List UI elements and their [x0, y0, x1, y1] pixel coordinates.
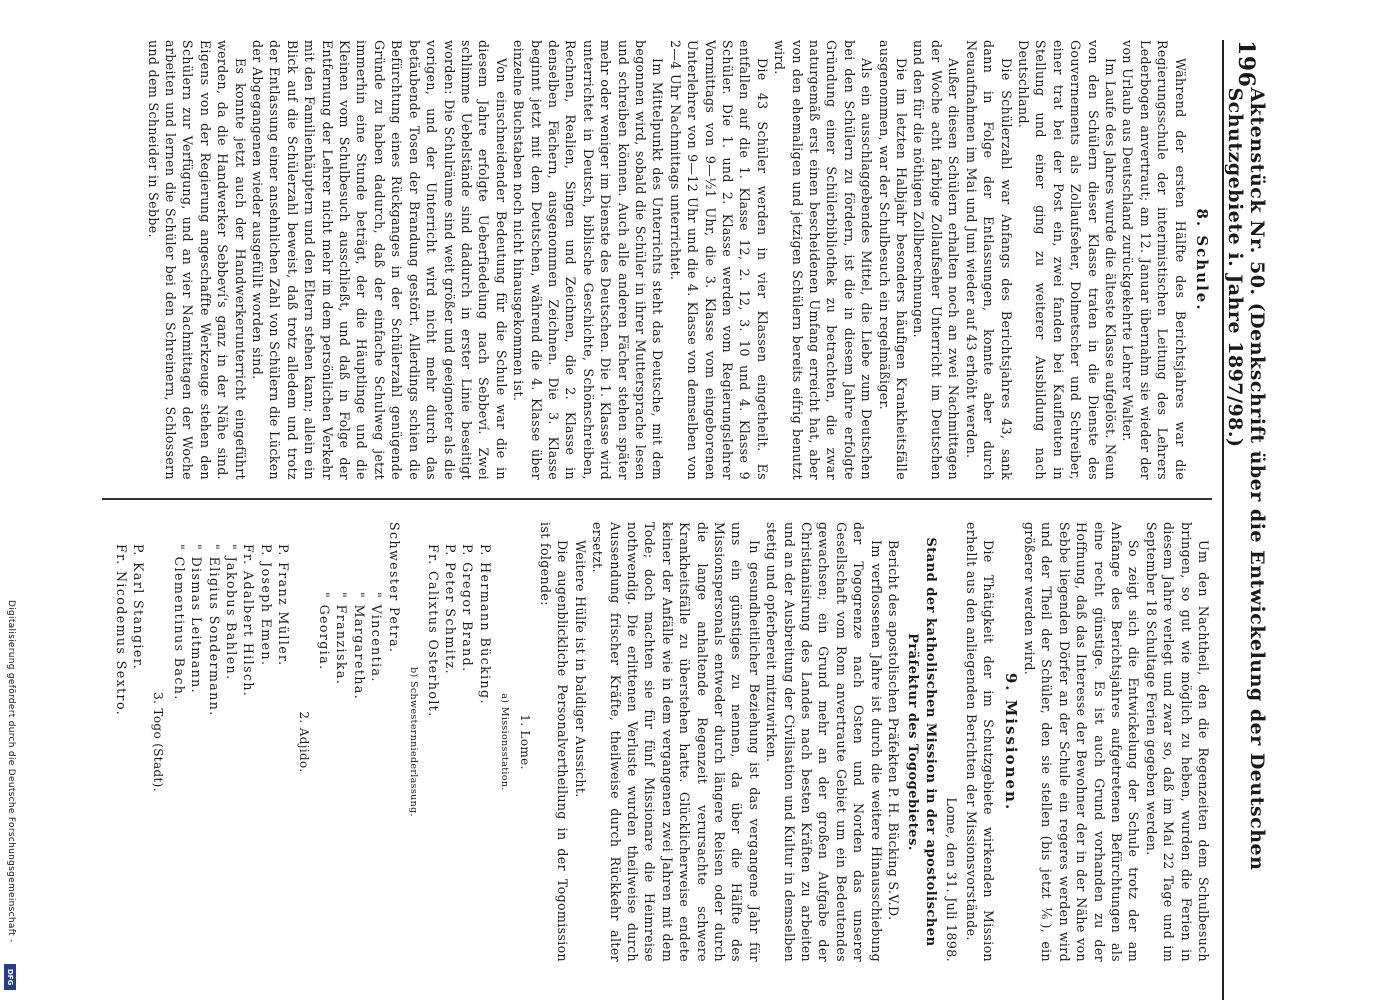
list-item: P. Franz Müller.	[276, 544, 292, 667]
list-item: P. Karl Stangier.	[131, 544, 147, 671]
paragraph: Von einschneidender Bedeutung für die Schule war die in diesem Jahre erfolgte Ueberfiedelung nach Sebbeví. Zwei schlimme Uebelstände sind dadurch in erster Linie beseitigt worden: Die Schulräume sind weit größer und geeigneter als die vorigen, und der Unterricht wird nicht mehr durch das betäubende Tosen der Brandung gestört. Allerdings schien die Befürchtung eines Rückganges in der Schülerzahl genügende Gründe zu haben dadurch, daß der einfache Schulweg jetzt immerhin eine Stunde beträgt, der die Häuptlinge und die Kleinen vom Schulbesuch ausschließt, und daß in Folge der Entfernung der Lehrer nicht mehr im dem persönlichen Verkehr mit den Familienhäuptern und den Eltern stehen kann; allein ein Blick auf die Schülerzahl beweist, daß trotz alledem und trotz der Entlassung einer ansehnlichen Zahl von Schülern die Lücken der Abgegangenen wieder ausgefüllt worden sind.	[250, 40, 509, 480]
section-heading-missions: 9. Missionen.	[1001, 672, 1020, 812]
list-item: " Eligius Sondermann.	[206, 544, 222, 717]
list-item: " Georgia.	[317, 592, 333, 671]
paragraph: Im Mittelpunkt des Unterrichts steht das Deutsche, mit dem begonnen wird, sobald die Schüler in ihrer Muttersprache lesen und schreiben können. Auch alle anderen Fächer stehen später mehr oder weniger im Dienste des Deutschen. Die 1. Klasse wird unterrichtet in Deutsch, biblische Geschichte, Schönschreiben, Rechnen, Realien, Singen und Zeichnen, die 2. Klasse in denselben Fächern, ausgenommen Zeichnen. Die 3. Klasse beginnt jetzt mit dem Deutschen, während die 4. Klasse über einzelne Buchstaben noch nicht hinausgekommen ist.	[511, 40, 666, 480]
section-heading-school: 8. Schule.	[1193, 208, 1211, 312]
page-number: 196	[1233, 40, 1259, 88]
dfg-logo: DFG	[4, 964, 16, 990]
page-header	[1222, 40, 1268, 1000]
list-item: Fr. Adalbert Hilsch.	[241, 544, 257, 698]
list-item: Fr. Nicodemus Sextro.	[113, 544, 129, 717]
rotated-page	[38, 40, 1268, 1000]
left-column	[52, 40, 1212, 480]
section-adjido: 2. Adjido.	[296, 711, 311, 773]
column-divider	[102, 498, 1212, 500]
list-item: " Clementinus Bach.	[171, 544, 187, 701]
right-paragraphs-top	[1021, 522, 1212, 962]
paragraph: In gesundheitlicher Beziehung ist das vergangene Jahr für uns ein günstiges zu nennen, da über die Hälfte des Missionspersonals entweder durch längere Reisen oder durch die lange anhaltende Regenzeit verursachte schwere Krankheitsfälle zu überstehen hatte. Glücklicherweise endete keiner der Anfälle wie in dem vergangenen zwei Jahren mit dem Tode; doch machten sie für fünf Missionare die Heimreise nothwendig. Die erlittenen Verluste wurden theilweise durch Aussendung frischer Kräfte, theilweise durch Rückkehr alter ersetzt.	[590, 522, 762, 962]
personnel-list-lome	[424, 522, 494, 962]
missions-intro: Die Thätigkeit der im Schutzgebiete wirkenden Mission erhellt aus den anliegenden Berichten der Missionsvorstände.	[963, 522, 997, 962]
list-item: " Franziska.	[334, 592, 350, 686]
list-item: " Jakobus Bahlen.	[224, 544, 240, 681]
list-item: Fr. Calixtus Osterholt.	[425, 544, 441, 718]
running-title: Aktenstück Nr. 50. (Denkschrift über die Entwickelung der Deutschen Schutzgebiete i. Jahre 1897/98.)	[1224, 87, 1268, 871]
paragraph: So zeigt sich die Entwickelung der Schule trotz der am Anfange des Berichtsjahres aufgetretenen Befürchtungen als eine recht günstige. Es ist auch Grund vorhanden zu der Hoffnung, daß das Interesse der Bewohner der in der Nähe von Sebbe liegenden Dörfer an der Schule ein regeres werden wird und der Theil der Schüler, den sie stellen (bis jetzt ⅙), ein größerer werden wird.	[1021, 522, 1142, 962]
paragraph: Während der ersten Hälfte des Berichtsjahres war die Regierungsschule der interimistischen Leitung des Lehrers Lederbogen anvertraut; am 12. Januar übernahm sie wieder der von Urlaub aus Deutschland zurückgekehrte Lehrer Walter.	[1120, 40, 1188, 480]
digitization-credit: Digitalisierung gefördert durch die Deutsche Forschungsgemeinschaft -	[6, 600, 16, 943]
paragraph: Um den Nachtheil, den die Regenzeiten dem Schulbesuch bringen, so gut wie möglich zu heben, wurden die Ferien in diesem Jahre verlegt und zwar so, daß im Mai 22 Tage und im September 18 Schultage Ferien gegeben werden.	[1143, 522, 1211, 962]
right-paragraphs-mid	[537, 522, 903, 962]
paragraph: Bericht des apostolischen Präfekten P. H. Bücking S.V.D.	[886, 540, 902, 921]
list-item: " Vincentia.	[369, 592, 385, 683]
list-item: Schwester Petra.	[386, 522, 402, 654]
paragraph: Die im letzten Halbjahr besonders häufigen Krankheitsfälle ausgenommen, war der Schulbesuch ein regelmäßiger.	[876, 40, 910, 480]
personnel-list-adjido	[170, 522, 292, 962]
section-lome-sisters: b) Schwesternniederlassung.	[408, 667, 420, 817]
left-paragraphs	[144, 40, 1188, 480]
list-item: P. Joseph Emen.	[258, 544, 274, 667]
report-date: Lome, den 31. Juli 1898.	[944, 797, 960, 962]
paragraph: Die augenblickliche Personalvertheilung in der Togomission ist folgende:	[537, 522, 571, 962]
list-item: P. Hermann Bücking.	[477, 544, 493, 705]
paragraph: Im Laufe des Jahres wurde die älteste Klasse aufgelöst. Neun von den Schülern dieser Klasse traten in die Dienste des Gouvernements als Zollaufseher, Dolmetscher und Schreiber, einer trat bei der Post ein, zwei fanden bei Kaufleuten in Stellung und einer ging zu weiterer Ausbildung nach Deutschland.	[1015, 40, 1118, 480]
list-item: " Margaretha.	[351, 592, 367, 701]
personnel-list-togo	[112, 522, 147, 962]
paragraph: Im verflossenen Jahre ist durch die weitere Hinausschiebung der Togogrenze nach Osten und Norden das unserer Gesellschaft vom Rom anvertraute Gebiet um ein Bedeutendes gewachsen; ein Grund mehr an der großen Aufgabe der Christianisirung des Landes nach besten Kräften zu arbeiten und an der Ausbreitung der Civilisation und Kultur in demselben stetig und opferbereit mitzuwirken.	[764, 522, 884, 962]
paragraph: Die Schülerzahl war Anfangs des Berichtsjahres 43, sank dann in Folge der Entlassungen, konnte aber durch Neuaufnahmen im Mai und Juni wieder auf 43 erhöht werden.	[963, 40, 1014, 480]
list-item: P. Peter Schmitz.	[442, 544, 458, 676]
sisters-list-rest	[316, 522, 386, 962]
paragraph: Die 43 Schüler werden in vier Klassen eingetheilt. Es entfallen auf die 1. Klasse 12, 2. 12, 3. 10 und 4. Klasse 9 Schüler. Die 1. und 2. Klasse werden vom Regierungslehrer Vormittags von 9—½1 Uhr, die 3. Klasse vom eingeborenen Unterlehrer von 9—12 Uhr und die 4. Klasse von demselben von 2—4 Uhr Nachmittags unterrichtet.	[667, 40, 770, 480]
right-column	[52, 522, 1212, 962]
section-togo-stadt: 3. Togo (Stadt).	[151, 692, 166, 792]
paragraph: Außer diesen Schülern erhalten noch an zwei Nachmittagen der Woche acht farbige Zollaufseher Unterricht im Deutschen und den für die nöthigen Zollberechnungen.	[911, 40, 962, 480]
paragraph: Es konnte jetzt auch der Handwerkerunterricht eingeführt werden, da die Handwerker Sebbeví's ganz in der Nähe sind. Eigens von der Regierung angeschaffte Werkzeuge stehen den Schülern zur Verfügung, und an vier Nachmittagen der Woche arbeiten und lernen die Schüler bei den Schreinern, Schlossern und dem Schneider in Sebbe.	[145, 40, 248, 480]
sisters-list	[385, 522, 402, 962]
paragraph: Als ein ausschlaggebendes Mittel, die Liebe zum Deutschen bei den Schülern zu fördern, ist die in diesem Jahre erfolgte Gründung einer Schülerbibliothek zu betrachten, die zwar naturgemäß erst einen bescheidenen Umfang erreicht hat, aber von den ehemaligen und jetzigen Schülern bereits eifrig benutzt wird.	[772, 40, 875, 480]
section-lome: 1. Lome.	[517, 714, 532, 770]
paragraph: Weitere Hülfe ist in baldiger Aussicht.	[572, 540, 588, 798]
section-lome-station: a) Missionsstation.	[499, 693, 511, 791]
list-item: " Dismas Leitmann.	[189, 544, 205, 695]
list-item: P. Gregor Brand.	[460, 544, 476, 673]
mission-subheading: Stand der katholischen Mission in der apostolischen Präfektur des Togogebietes.	[905, 537, 938, 947]
